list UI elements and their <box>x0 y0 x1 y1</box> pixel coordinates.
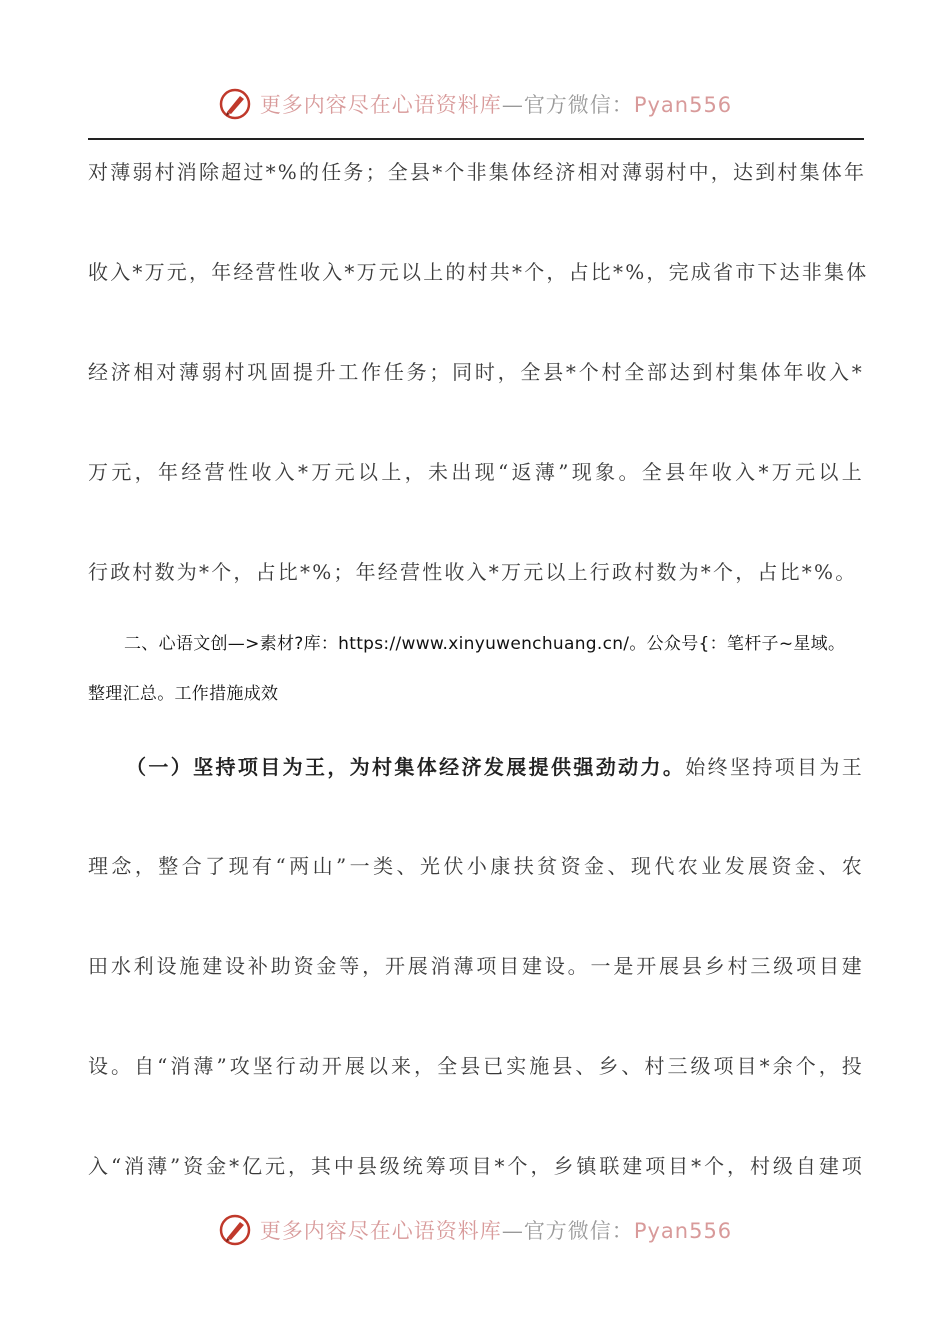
header-rule <box>88 138 864 140</box>
section-heading-line-2: 整理汇总。工作措施成效 <box>88 684 279 704</box>
paragraph-line-5: 入“消薄”资金*亿元，其中县级统筹项目*个，乡镇联建项目*个，村级自建项 <box>88 1154 864 1178</box>
paragraph-line-3: 田水利设施建设补助资金等，开展消薄项目建设。一是开展县乡村三级项目建 <box>88 954 864 978</box>
footer-banner-sep: —官方微信： <box>501 1219 634 1243</box>
footer-banner-text <box>260 1215 732 1245</box>
body-line-4: 万元，年经营性收入*万元以上，未出现“返薄”现象。全县年收入*万元以上 <box>88 460 864 484</box>
header-banner-sep: —官方微信： <box>501 93 634 117</box>
header-banner-brand: Pyan556 <box>633 93 733 117</box>
footer-banner-main: 更多内容尽在心语资料库 <box>259 1219 502 1243</box>
header-banner-main: 更多内容尽在心语资料库 <box>259 93 502 117</box>
paragraph-first-rest: 始终坚持项目为王 <box>685 755 864 779</box>
section-heading-line-1: 二、心语文创—>素材?库：https://www.xinyuwenchuang.cn/。公众号{：笔杆子~星域。 <box>124 634 846 654</box>
footer-banner-brand: Pyan556 <box>633 1219 733 1243</box>
paragraph-line-2: 理念，整合了现有“两山”一类、光伏小康扶贫资金、现代农业发展资金、农 <box>88 854 864 878</box>
body-line-2: 收入*万元，年经营性收入*万元以上的村共*个，占比*%，完成省市下达非集体 <box>88 260 869 284</box>
paragraph-first-line <box>126 753 864 781</box>
footer-banner <box>0 1208 950 1252</box>
pen-logo-icon <box>218 1213 252 1247</box>
body-line-1: 对薄弱村消除超过*%的任务；全县*个非集体经济相对薄弱村中，达到村集体年 <box>88 160 867 184</box>
header-banner-text <box>260 89 732 119</box>
body-line-5: 行政村数为*个，占比*%；年经营性收入*万元以上行政村数为*个，占比*%。 <box>88 560 858 584</box>
pen-logo-icon <box>218 87 252 121</box>
paragraph-heading: （一）坚持项目为王，为村集体经济发展提供强劲动力。 <box>126 755 686 779</box>
header-banner <box>0 82 950 126</box>
body-line-3: 经济相对薄弱村巩固提升工作任务；同时，全县*个村全部达到村集体年收入* <box>88 360 864 384</box>
paragraph-line-4: 设。自“消薄”攻坚行动开展以来，全县已实施县、乡、村三级项目*余个，投 <box>88 1054 864 1078</box>
